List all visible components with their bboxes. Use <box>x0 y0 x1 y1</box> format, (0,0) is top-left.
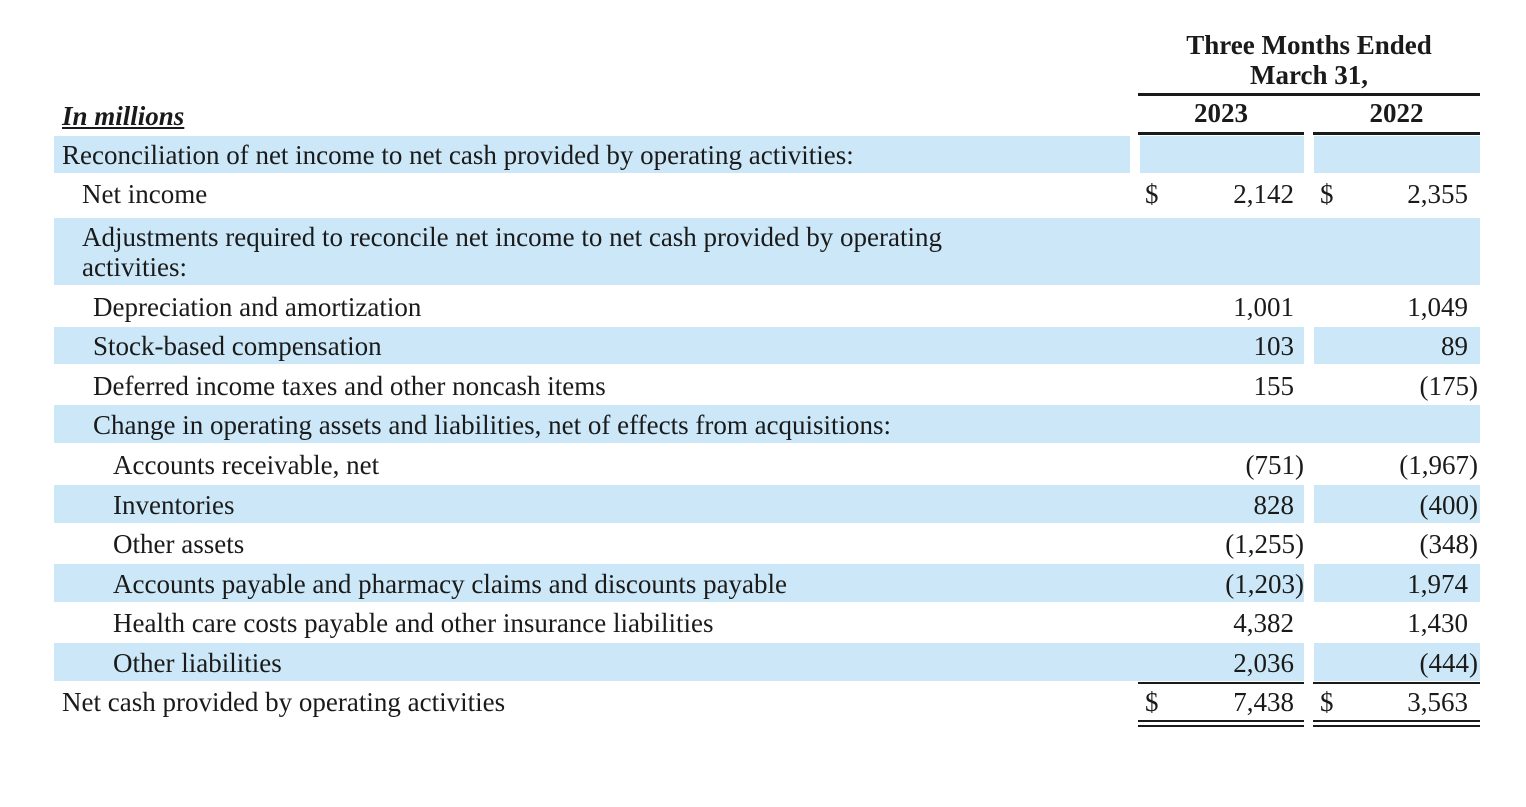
value-other-assets-2022: (348) <box>1419 529 1478 559</box>
currency-symbol-2023: $ <box>1145 179 1159 209</box>
row-label-depreciation: Depreciation and amortization <box>93 292 422 322</box>
row-label-adjustments-line1: Adjustments required to reconcile net income to net cash provided by operating <box>82 222 942 252</box>
total-double-rule-2023-a <box>1138 720 1304 722</box>
total-double-rule-2022-b <box>1313 725 1480 727</box>
total-top-rule-2022 <box>1313 682 1480 684</box>
value-depreciation-2023: 1,001 <box>1233 292 1294 322</box>
row-label-stock-comp: Stock-based compensation <box>93 331 382 361</box>
period-header <box>1138 30 1480 90</box>
row-label-adjustments-line2: activities: <box>82 252 187 282</box>
value-net-cash-operating-2023: 7,438 <box>1233 687 1294 717</box>
row-label-reconciliation: Reconciliation of net income to net cash provided by operating activities: <box>62 140 854 170</box>
column-2023-rule <box>1138 132 1304 135</box>
value-accounts-payable-2023: (1,203) <box>1225 569 1304 599</box>
value-other-liabilities-2023: 2,036 <box>1233 648 1294 678</box>
currency-symbol-2022: $ <box>1320 179 1334 209</box>
value-inventories-2022: (400) <box>1419 490 1478 520</box>
value-stock-comp-2023: 103 <box>1253 331 1294 361</box>
value-inventories-2023: 828 <box>1253 490 1294 520</box>
value-accounts-receivable-2023: (751) <box>1245 450 1304 480</box>
row-label-accounts-receivable: Accounts receivable, net <box>113 450 380 480</box>
column-2022-rule <box>1313 132 1480 135</box>
row-label-adjustments <box>82 222 942 282</box>
units-label: In millions <box>62 101 185 131</box>
column-header-2023: 2023 <box>1194 98 1248 128</box>
value-net-cash-operating-2022: 3,563 <box>1407 687 1468 717</box>
row-label-accounts-payable: Accounts payable and pharmacy claims and discounts payable <box>113 569 788 599</box>
row-label-deferred-taxes: Deferred income taxes and other noncash items <box>93 371 606 401</box>
value-health-care-costs-2023: 4,382 <box>1233 608 1294 638</box>
row-label-change-operating: Change in operating assets and liabilities, net of effects from acquisitions: <box>93 410 892 440</box>
value-accounts-receivable-2022: (1,967) <box>1399 450 1478 480</box>
row-label-inventories: Inventories <box>113 490 235 520</box>
total-currency-symbol-2023: $ <box>1145 687 1159 717</box>
column-header-2022: 2022 <box>1369 98 1424 128</box>
value-depreciation-2022: 1,049 <box>1407 292 1468 322</box>
value-net-income-2023: 2,142 <box>1233 179 1294 209</box>
value-health-care-costs-2022: 1,430 <box>1407 608 1468 638</box>
period-header-line2: March 31, <box>1250 60 1368 90</box>
value-deferred-taxes-2022: (175) <box>1419 371 1478 401</box>
row-label-other-assets: Other assets <box>113 529 245 559</box>
row-label-health-care-costs: Health care costs payable and other insurance liabilities <box>113 608 714 638</box>
total-currency-symbol-2022: $ <box>1320 687 1334 717</box>
row-label-other-liabilities: Other liabilities <box>113 648 282 678</box>
value-accounts-payable-2022: 1,974 <box>1407 569 1468 599</box>
period-header-line1: Three Months Ended <box>1186 30 1432 60</box>
row-label-net-cash-operating: Net cash provided by operating activities <box>62 687 506 717</box>
value-net-income-2022: 2,355 <box>1407 179 1468 209</box>
value-stock-comp-2022: 89 <box>1441 331 1468 361</box>
period-header-rule <box>1138 93 1480 96</box>
value-other-assets-2023: (1,255) <box>1225 529 1304 559</box>
value-deferred-taxes-2023: 155 <box>1253 371 1294 401</box>
total-top-rule-2023 <box>1138 682 1304 684</box>
total-double-rule-2022-a <box>1313 720 1480 722</box>
row-label-net-income: Net income <box>82 179 208 209</box>
total-double-rule-2023-b <box>1138 725 1304 727</box>
value-other-liabilities-2022: (444) <box>1419 648 1478 678</box>
